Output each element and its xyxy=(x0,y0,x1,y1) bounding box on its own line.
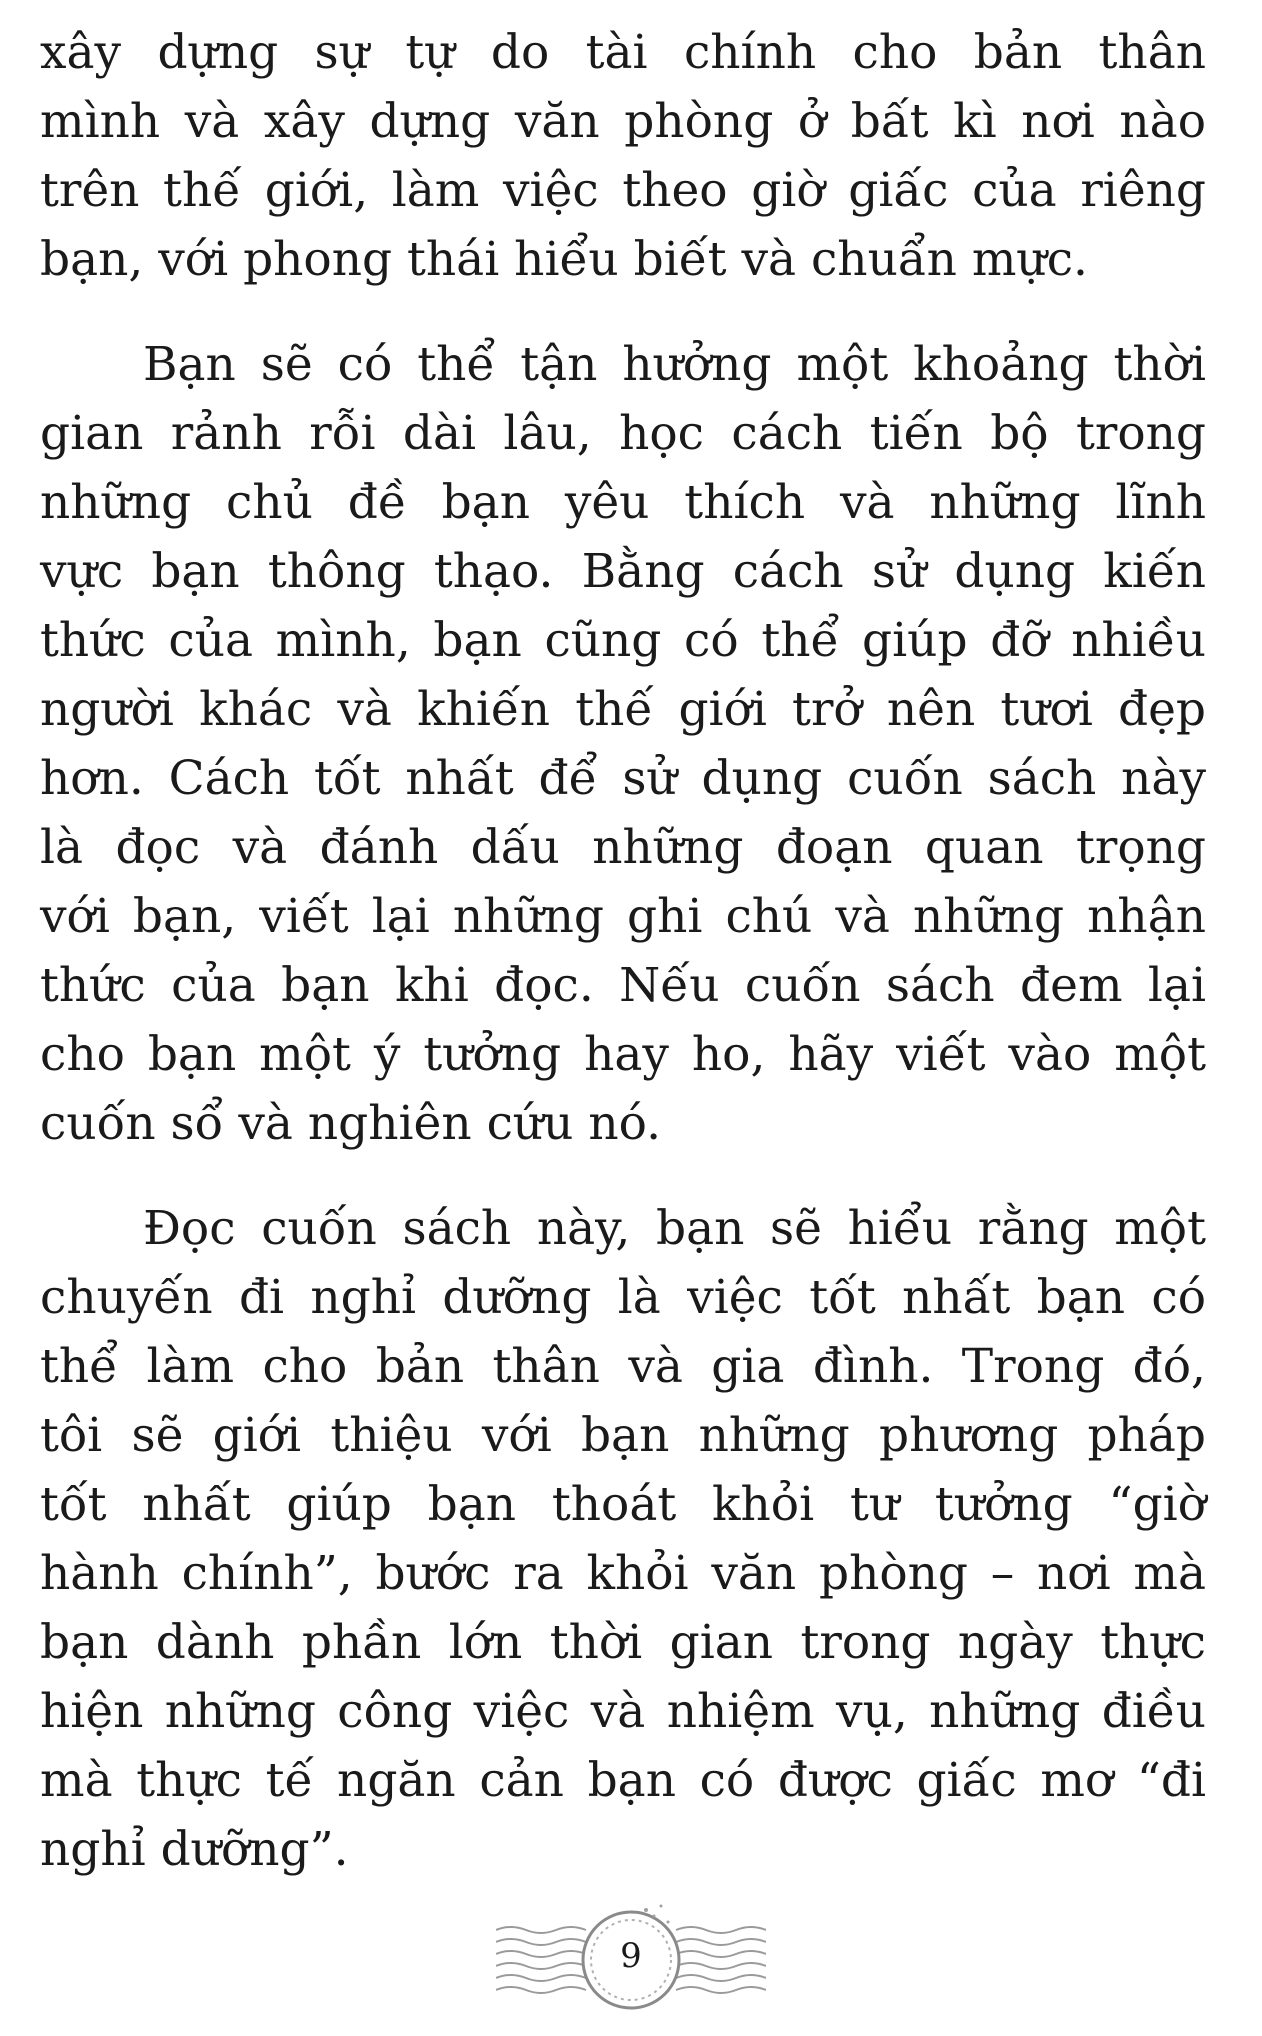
text-line: gian rảnh rỗi dài lâu, học cách tiến bộ trong xyxy=(40,406,1206,461)
text-line: cho bạn một ý tưởng hay ho, hãy viết vào một xyxy=(40,1027,1206,1082)
text-line: bạn, với phong thái hiểu biết và chuẩn mực. xyxy=(40,232,1088,287)
text-line: người khác và khiến thế giới trở nên tươi đẹp xyxy=(40,682,1206,737)
text-line: mà thực tế ngăn cản bạn có được giấc mơ “đi xyxy=(40,1753,1206,1808)
text-line: hành chính”, bước ra khỏi văn phòng – nơi mà xyxy=(40,1546,1206,1601)
text-line: hiện những công việc và nhiệm vụ, những điều xyxy=(40,1684,1206,1739)
text-line: là đọc và đánh dấu những đoạn quan trọng xyxy=(40,820,1206,875)
text-line: cuốn sổ và nghiên cứu nó. xyxy=(40,1096,662,1151)
text-line: Bạn sẽ có thể tận hưởng một khoảng thời xyxy=(143,337,1206,392)
text-line: chuyến đi nghỉ dưỡng là việc tốt nhất bạn có xyxy=(40,1270,1206,1325)
paragraph-2 xyxy=(40,330,1206,1158)
text-line: thể làm cho bản thân và gia đình. Trong đó, xyxy=(40,1339,1206,1394)
page-number: 9 xyxy=(620,1936,642,1976)
text-line: hơn. Cách tốt nhất để sử dụng cuốn sách này xyxy=(40,751,1206,806)
book-page-body xyxy=(40,18,1206,1884)
text-line: Đọc cuốn sách này, bạn sẽ hiểu rằng một xyxy=(143,1201,1206,1256)
text-line: mình và xây dựng văn phòng ở bất kì nơi nào xyxy=(40,94,1206,149)
text-line: những chủ đề bạn yêu thích và những lĩnh xyxy=(40,475,1206,530)
text-line: thức của mình, bạn cũng có thể giúp đỡ nhiều xyxy=(40,613,1206,668)
text-line: tốt nhất giúp bạn thoát khỏi tư tưởng “giờ xyxy=(40,1477,1206,1532)
text-line: trên thế giới, làm việc theo giờ giấc của riêng xyxy=(40,163,1206,218)
text-line: vực bạn thông thạo. Bằng cách sử dụng kiến xyxy=(40,544,1206,599)
page-footer xyxy=(496,1900,766,2020)
text-line: nghỉ dưỡng”. xyxy=(40,1822,349,1877)
paragraph-1 xyxy=(40,18,1206,294)
text-line: với bạn, viết lại những ghi chú và những nhận xyxy=(40,889,1206,944)
text-line: tôi sẽ giới thiệu với bạn những phương pháp xyxy=(40,1408,1206,1463)
text-line: bạn dành phần lớn thời gian trong ngày thực xyxy=(40,1615,1206,1670)
text-line: xây dựng sự tự do tài chính cho bản thân xyxy=(40,25,1206,80)
paragraph-3 xyxy=(40,1194,1206,1884)
text-line: thức của bạn khi đọc. Nếu cuốn sách đem lại xyxy=(40,958,1206,1013)
